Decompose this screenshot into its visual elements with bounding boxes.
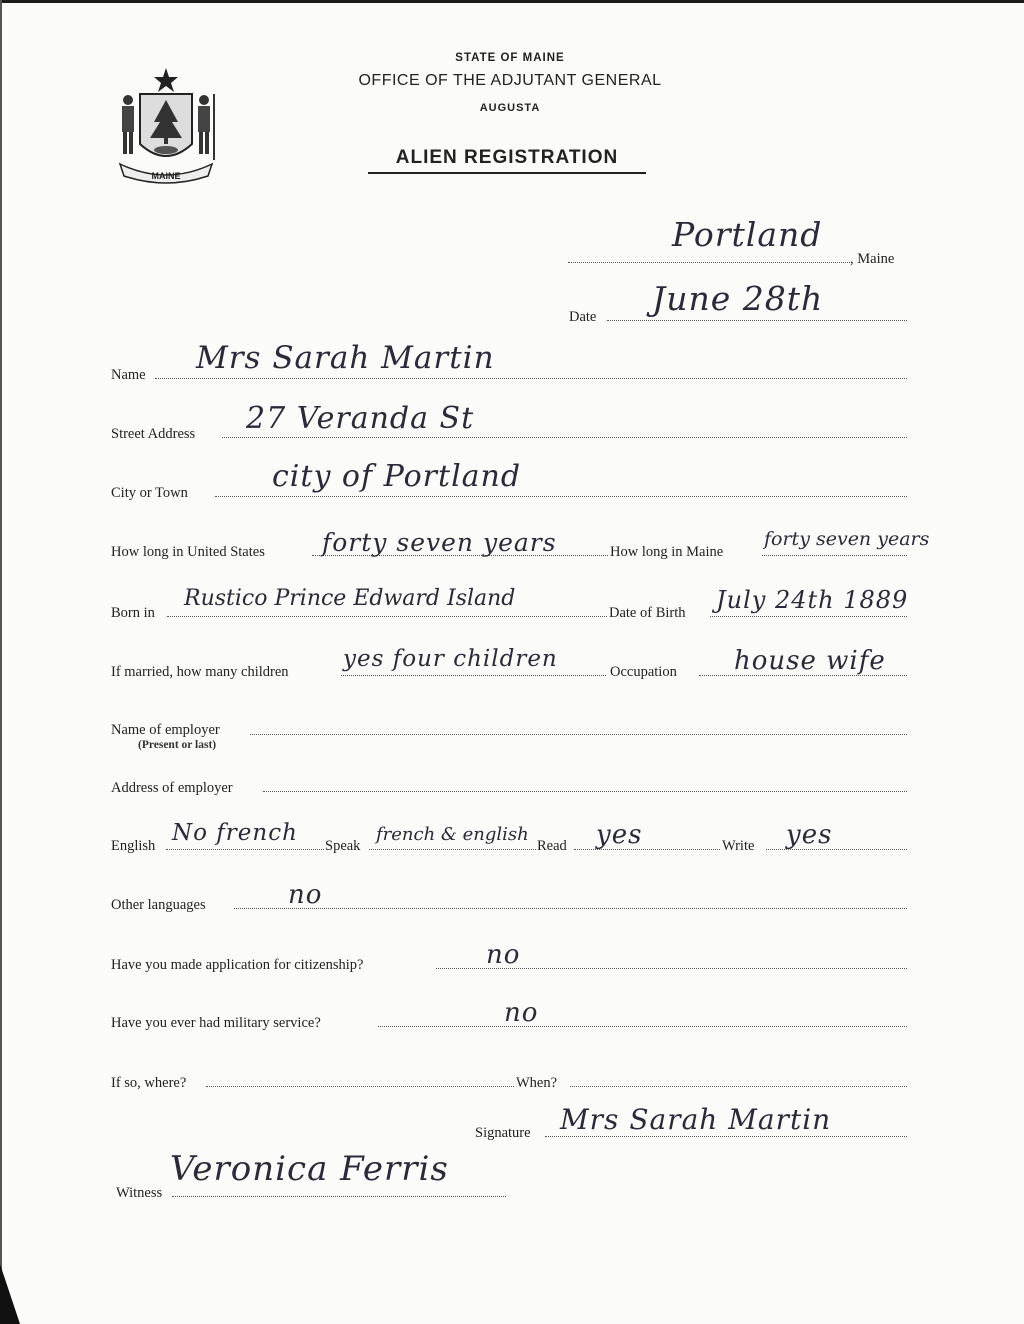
signature-label: Signature — [475, 1125, 531, 1141]
dob-entry: July 24th 1889 — [716, 586, 909, 614]
date-line — [607, 320, 907, 321]
military-label: Have you ever had military service? — [111, 1015, 321, 1031]
english-line — [166, 849, 324, 850]
read-entry: yes — [596, 820, 643, 850]
military-line — [378, 1026, 907, 1027]
witness-entry: Veronica Ferris — [170, 1149, 449, 1189]
form-title: ALIEN REGISTRATION — [368, 147, 646, 174]
speak-entry: french & english — [376, 824, 529, 845]
born-in-label: Born in — [111, 605, 155, 621]
when-line — [570, 1086, 907, 1087]
page-corner-shadow — [0, 1264, 20, 1324]
english-label: English — [111, 838, 156, 854]
children-label: If married, how many children — [111, 664, 289, 680]
occupation-label: Occupation — [610, 664, 677, 680]
write-label: Write — [722, 838, 755, 854]
children-line — [341, 675, 606, 676]
date-entry: June 28th — [652, 279, 824, 318]
city-entry: Portland — [672, 215, 823, 254]
seal-text: MAINE — [151, 171, 181, 181]
write-entry: yes — [786, 820, 833, 850]
header-state: STATE OF MAINE — [455, 52, 565, 64]
name-label: Name — [111, 367, 146, 383]
employer-line — [250, 734, 907, 735]
other-languages-entry: no — [288, 880, 323, 910]
witness-label: Witness — [116, 1185, 163, 1201]
signature-line — [545, 1136, 907, 1137]
city-town-entry: city of Portland — [272, 459, 522, 494]
other-languages-label: Other languages — [111, 897, 206, 913]
how-long-us-entry: forty seven years — [322, 528, 557, 557]
born-in-line — [167, 616, 607, 617]
when-label: When? — [516, 1075, 558, 1091]
date-label: Date — [569, 309, 597, 325]
signature-entry: Mrs Sarah Martin — [560, 1103, 832, 1136]
occupation-entry: house wife — [734, 646, 886, 676]
employer-sub-label: (Present or last) — [138, 739, 217, 751]
employer-address-label: Address of employer — [111, 780, 233, 796]
city-suffix-label: , Maine — [850, 251, 895, 267]
street-line — [222, 437, 907, 438]
dob-label: Date of Birth — [609, 605, 686, 621]
where-line — [206, 1086, 514, 1087]
dob-line — [710, 616, 907, 617]
street-entry: 27 Veranda St — [246, 401, 475, 436]
header-city: AUGUSTA — [479, 102, 541, 114]
how-long-maine-line — [762, 555, 907, 556]
name-entry: Mrs Sarah Martin — [196, 340, 495, 376]
how-long-maine-label: How long in Maine — [610, 544, 724, 560]
other-languages-line — [234, 908, 907, 909]
employer-address-line — [263, 791, 907, 792]
read-label: Read — [537, 838, 567, 854]
where-label: If so, where? — [111, 1075, 187, 1091]
page-left-edge — [0, 0, 2, 1324]
witness-line — [172, 1196, 506, 1197]
employer-label: Name of employer — [111, 722, 220, 738]
citizenship-entry: no — [486, 940, 521, 970]
how-long-maine-entry: forty seven years — [764, 528, 930, 550]
born-in-entry: Rustico Prince Edward Island — [184, 586, 516, 611]
name-line — [155, 378, 907, 379]
military-entry: no — [504, 998, 539, 1028]
english-entry: No french — [172, 820, 298, 846]
citizenship-label: Have you made application for citizenship? — [111, 957, 364, 973]
speak-line — [369, 849, 536, 850]
city-line — [568, 262, 850, 263]
header-office: OFFICE OF THE ADJUTANT GENERAL — [358, 72, 662, 89]
street-label: Street Address — [111, 426, 196, 442]
children-entry: yes four children — [343, 646, 558, 672]
how-long-us-label: How long in United States — [111, 544, 265, 560]
city-town-label: City or Town — [111, 485, 188, 501]
speak-label: Speak — [325, 838, 361, 854]
city-town-line — [215, 496, 907, 497]
page-top-edge — [0, 0, 1024, 3]
